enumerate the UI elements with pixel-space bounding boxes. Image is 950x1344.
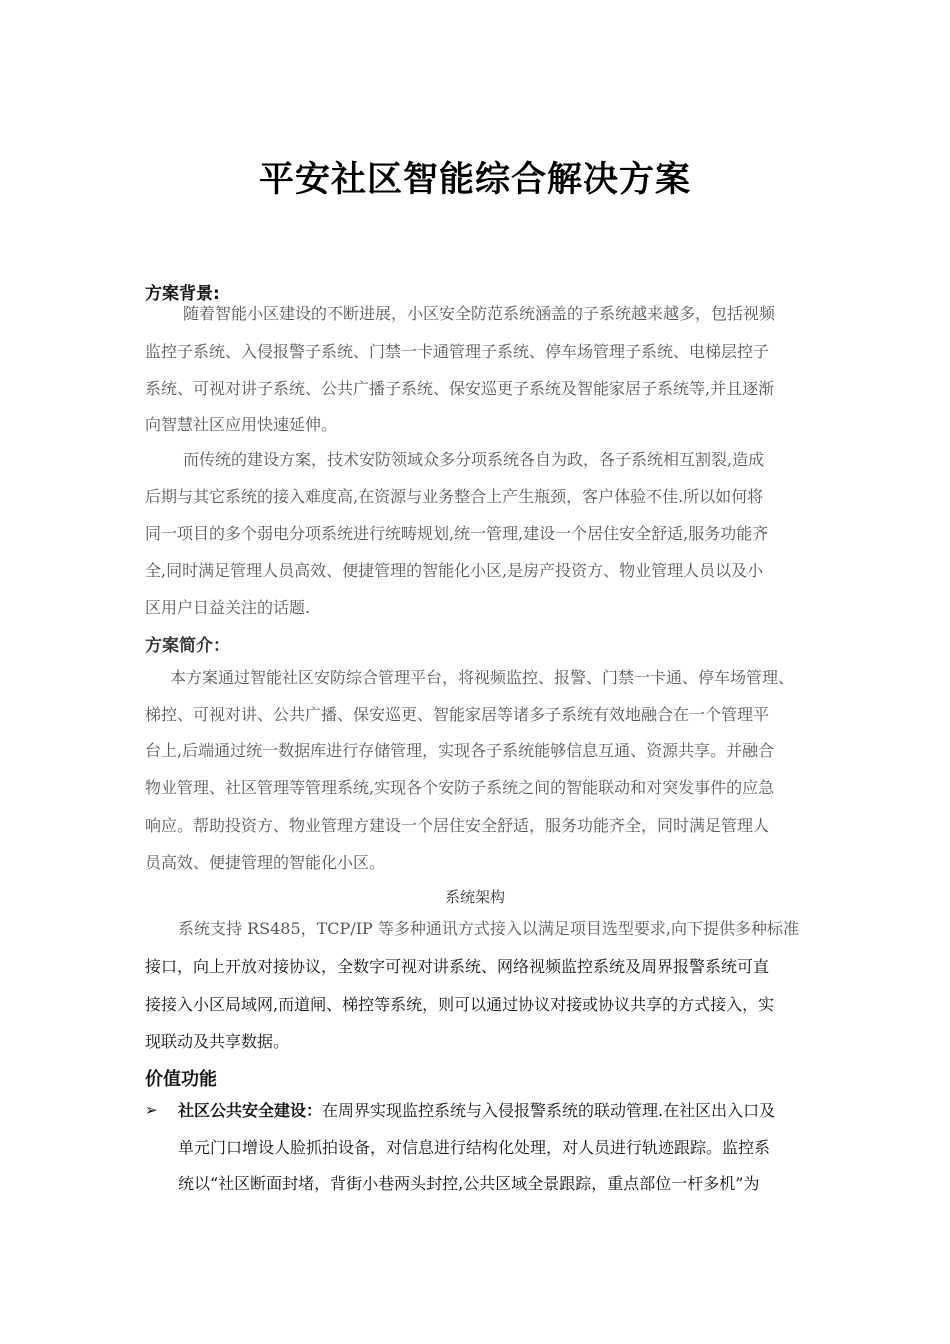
background-line: 后期与其它系统的接入难度高,在资源与业务整合上产生瓶颈，客户体验不佳.所以如何将 — [145, 487, 764, 506]
intro-line: 员高效、便捷管理的智能化小区。 — [145, 853, 386, 872]
background-line: 全,同时满足管理人员高效、便捷管理的智能化小区,是房产投资方、物业管理人员以及小 — [145, 561, 764, 580]
value-heading: 价值功能 — [145, 1069, 217, 1090]
intro-line: 梯控、可视对讲、公共广播、保安巡更、智能家居等诸多子系统有效地融合在一个管理平 — [145, 705, 770, 724]
architecture-line: 接口，向上开放对接协议，全数字可视对讲系统、网络视频监控系统及周界报警系统可直 — [145, 957, 770, 976]
background-line: 同一项目的多个弱电分项系统进行统畴规划,统一管理,建设一个居住安全舒适,服务功能齐 — [145, 524, 769, 543]
architecture-line: 系统支持 RS485，TCP/IP 等多种通讯方式接入以满足项目选型要求,向下提供多种标准 — [178, 919, 799, 938]
value-item-label: 社区公共安全建设： — [178, 1101, 323, 1120]
architecture-heading: 系统架构 — [444, 888, 505, 906]
architecture-line: 现联动及共享数据。 — [145, 1032, 290, 1051]
background-line: 向智慧社区应用快速延伸。 — [145, 415, 338, 434]
background-line: 随着智能小区建设的不断进展，小区安全防范系统涵盖的子系统越来越多，包括视频 — [183, 304, 776, 323]
intro-line: 台上,后端通过统一数据库进行存储管理，实现各子系统能够信息互通、资源共享。并融合 — [145, 741, 775, 760]
intro-line: 物业管理、社区管理等管理系统,实现各个安防子系统之间的智能联动和对突发事件的应急 — [145, 778, 775, 797]
background-line: 区用户日益关注的话题. — [145, 598, 311, 617]
value-item-line: 单元门口增设人脸抓拍设备，对信息进行结构化处理，对人员进行轨迹跟踪。监控系 — [178, 1138, 771, 1157]
architecture-line: 接接入小区局域网,而道闸、梯控等系统，则可以通过协议对接或协议共享的方式接入，实 — [145, 995, 775, 1014]
arrow-bullet-icon: ➢ — [145, 1101, 158, 1119]
background-heading: 方案背景: — [145, 284, 220, 304]
value-item-text: 在周界实现监控系统与入侵报警系统的联动管理.在社区出入口及 — [322, 1101, 776, 1120]
document-title: 平安社区智能综合解决方案 — [258, 160, 691, 200]
intro-line: 本方案通过智能社区安防综合管理平台，将视频监控、报警、门禁一卡通、停车场管理、 — [170, 668, 795, 687]
intro-line: 响应。帮助投资方、物业管理方建设一个居住安全舒适，服务功能齐全，同时满足管理人 — [145, 816, 770, 835]
value-item-line — [178, 1101, 775, 1121]
background-line: 监控子系统、入侵报警子系统、门禁一卡通管理子系统、停车场管理子系统、电梯层控子 — [145, 342, 770, 361]
background-line: 系统、可视对讲子系统、公共广播子系统、保安巡更子系统及智能家居子系统等,并且逐渐 — [145, 379, 775, 398]
intro-heading: 方案简介： — [145, 636, 230, 656]
value-item-line: 统以“社区断面封堵，背街小巷两头封控,公共区域全景跟踪，重点部位一杆多机”为 — [178, 1174, 760, 1193]
background-line: 而传统的建设方案，技术安防领域众多分项系统各自为政，各子系统相互割裂,造成 — [183, 450, 765, 469]
